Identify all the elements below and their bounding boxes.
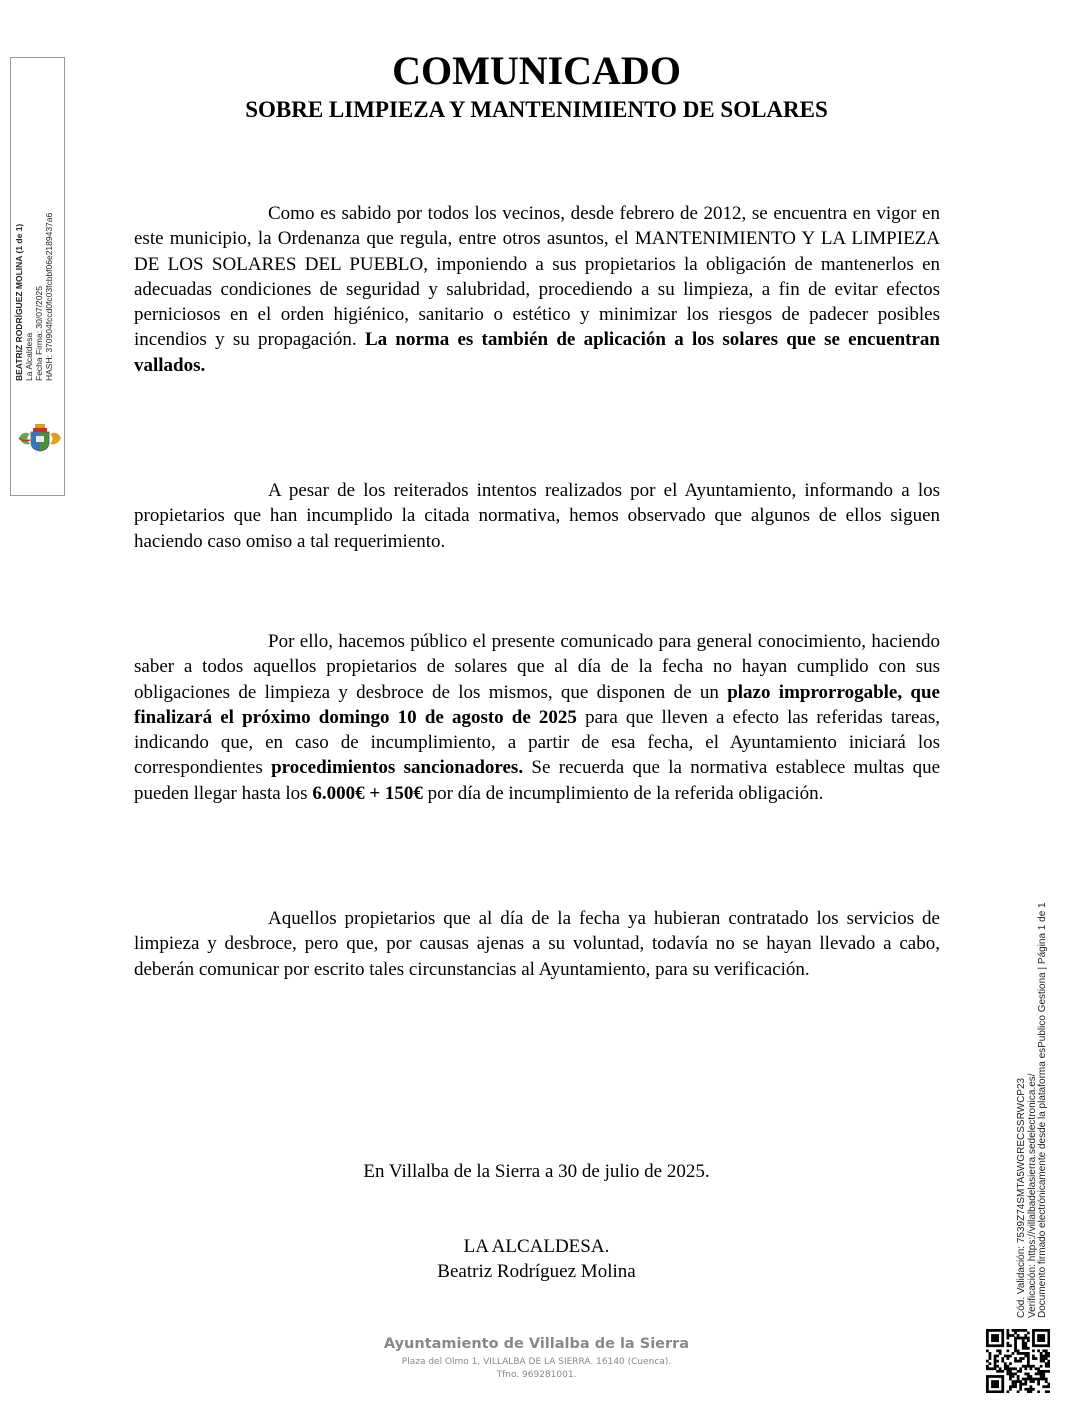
paragraph-3-part-a: Por ello, hacemos público el presente comunicado para general conocimiento, haciendo saber a todos aquellos propietarios de solares que al día de la fecha no hayan cumplido con sus obligaciones de limpieza y desbroce de los mismos, que disponen de un <box>134 631 940 703</box>
document-title: COMUNICADO <box>392 48 681 93</box>
paragraph-3-sanctions: procedimientos sancionadores. <box>271 757 524 779</box>
signature-date: Fecha Firma: 30/07/2025 <box>34 286 44 381</box>
paragraph-3-fine-amount: 6.000€ + 150€ <box>312 782 423 804</box>
signer-title: LA ALCALDESA. <box>463 1236 610 1257</box>
paragraph-1 <box>134 201 940 378</box>
document-subtitle: SOBRE LIMPIEZA Y MANTENIMIENTO DE SOLARES <box>245 97 828 122</box>
paragraph-1-text: Como es sabido por todos los vecinos, desde febrero de 2012, se encuentra en vigor en este municipio, la Ordenanza que regula, entre otros asuntos, el MANTENIMIENTO Y LA LIMPIEZA DE LOS SOLARES DEL PUEBLO, imponiendo a sus propietarios la obligación de mantenerlos en adecuadas condiciones de seguridad y salubridad, procediendo a su limpieza, a fin de evitar efectos perniciosos en el orden higiénico, sanitario o estético y minimizar los riesgos de padecer posibles incendios y su propagación. <box>134 203 940 351</box>
verification-url[interactable]: Verificación: https://villalbadelasierra.sedelectronica.es/ <box>1026 1073 1038 1318</box>
paragraph-1-bold: La norma es también de aplicación a los solares que se encuentran vallados. <box>134 329 940 376</box>
verification-code: Cód. Validación: 7539Z74SMTA5WGRECSSRWCP23 <box>1016 1077 1027 1318</box>
paragraph-2 <box>134 478 940 554</box>
footer-address: Plaza del Olmo 1, VILLALBA DE LA SIERRA. 16140 (Cuenca). <box>401 1357 672 1367</box>
paragraph-3-part-e: Se recuerda que la normativa establece multas que pueden llegar hasta los <box>134 757 941 804</box>
signature-stamp-text <box>14 181 54 381</box>
paragraph-3-deadline: plazo improrrogable, que finalizará el próximo domingo 10 de agosto de 2025 <box>134 681 940 728</box>
paragraph-3-part-c: para que lleven a efecto las referidas tareas, indicando que, en caso de incumplimiento, a partir de esa fecha, el Ayuntamiento iniciará los correspondientes <box>134 706 940 779</box>
signature-hash: HASH: 370904fccd0fc03fcbbf06e2189437a6 <box>44 212 54 381</box>
signer-name: Beatriz Rodríguez Molina <box>437 1261 636 1282</box>
paragraph-3-part-g: por día de incumplimiento de la referida obligación. <box>422 782 824 804</box>
municipal-crest-icon <box>17 424 63 457</box>
signature-signer: BEATRIZ RODRÍGUEZ MOLINA (1 de 1) <box>14 223 24 381</box>
paragraph-4-text: Aquellos propietarios que al día de la fecha ya hubieran contratado los servicios de limpieza y desbroce, pero que, por causas ajenas a su voluntad, todavía no se hayan llevado a cabo, deberán comunicar por escrito tales circunstancias al Ayuntamiento, para su verificación. <box>134 908 940 980</box>
signature-role: La Alcaldesa <box>24 332 34 381</box>
paragraph-2-text: A pesar de los reiterados intentos realizados por el Ayuntamiento, informando a los propietarios que han incumplido la citada normativa, hemos observado que algunos de ellos siguen haciendo caso omiso a tal requerimiento. <box>134 480 940 552</box>
qr-code-icon <box>986 1329 1050 1398</box>
footer-organization: Ayuntamiento de Villalba de la Sierra <box>383 1336 690 1352</box>
place-date: En Villalba de la Sierra a 30 de julio de 2025. <box>363 1161 710 1182</box>
paragraph-3 <box>134 629 940 806</box>
verification-text <box>1017 838 1049 1318</box>
footer-phone: Tfno. 969281001. <box>496 1370 577 1380</box>
paragraph-4 <box>134 906 940 982</box>
verification-note: Documento firmado electrónicamente desde la plataforma esPublico Gestiona | Página 1 de 1 <box>1037 902 1048 1318</box>
